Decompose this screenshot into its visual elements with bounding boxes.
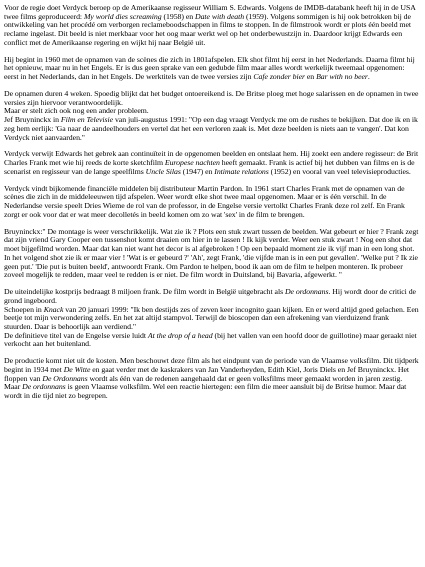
text-line: Jef Bruyninckx in Film en Televisie van juli-augustus 1991: "Op een dag vraagt Verdyck me om de rushes te bekijken. Dat doe ik en ik zeg hem eerlijk: 'Ga naar de aandeelhouders en vertel dat het een verloren zaak is. Met deze beelden is niets aan te vangen'. Dat kon Verdyck niet aanvaarden." [4,115,418,142]
text-line: De opnamen duren 4 weken. Spoedig blijkt dat het budget ontoereikend is. De Britse ploeg met hoge salarissen en de opnamen in twee versies zijn hiervoor verantwoordelijk. [4,89,419,107]
paragraph-conclusion [4,357,419,401]
text-line: Verdyck verwijt Edwards het gebrek aan continuïteit in de opgenomen beelden en ontslaat hem. Hij zoekt een andere regisseur: de Brit Charles Frank met wie hij reeds de korte sketchfilm Europese nachten heeft gemaakt. Frank is actief bij het dubben van films en is de scenarist en regisseur van de lange speelfilms Uncle Silas (1947) en Intimate relations (1952) en vooral van veel televisieproducties. [4,149,419,176]
text-line: Hij begint in 1960 met de opnamen van de scènes die zich in 1801afspelen. Elk shot filmt hij eerst in het Nederlands. Daarna filmt hij het opnieuw, maar nu in het Engels. Er is dus geen sprake van een gedubde film maar alles wordt werkelijk tweemaal opgenomen: eerst in het Nederlands, dan in het Engels. De werktitels van de twee versies zijn Cafe zonder bier en Bar with no beer. [4,54,415,82]
paragraph-filming-1960 [4,56,419,82]
paragraph-budget-problems [4,90,419,142]
paragraph-pardon-financing [4,185,419,220]
text-line: De definitieve titel van de Engelse versie luidt At the drop of a head (bij het vallen van een hoofd door de guillotine) maar geraakt niet verkocht aan het buitenland. [4,330,417,349]
paragraph-charles-frank [4,150,419,176]
text-line: De productie komt niet uit de kosten. Men beschouwt deze film als het eindpunt van de periode van de Vlaamse volksfilm. Dit tijdperk begint in 1934 met De Witte en gaat verder met de kaskrakers van Jan Vanderheyden, Edith Kiel, Joris Diels en Jef Bruyninckx. Het floppen van De Ordonnans wordt als één van de redenen aangehaald dat er geen volksfilms meer gemaakt worden in jaren zestig. Maar De ordonnans is geen Vlaamse volksfilm. Wel een reactie hiertegen: een film die meer aansluit bij de Britse humor. Maar dat wordt in die tijd niet zo begrepen. [4,356,419,401]
text-line: Schoepen in Knack van 20 januari 1999: "Ik ben destijds zes of zeven keer incognito gaan kijken. En er werd altijd goed gelachen. Een beetje tot mijn verwondering zelfs. En het zat altijd stampvol. Terwijl de bioscopen dan een afrekening van vierduizend frank stuurden. Daar is behoorlijk aan verdiend." [4,304,419,331]
paragraph-bruyninckx-montage [4,228,419,280]
text-line: De uiteindelijke kostprijs bedraagt 8 miljoen frank. De film wordt in België uitgebracht als De ordonnans. Hij wordt door de critici de grond ingeboord. [4,287,416,305]
text-line: Maar er stelt zich ook nog een ander probleem. [4,106,149,116]
text-line: Voor de regie doet Verdyck beroep op de Amerikaanse regisseur William S. Edwards. Volgens de IMDB-databank heeft hij in de USA twee films geproduceerd: My world dies screaming (1958) en Date with death (1959). Volgens sommigen is hij ook betrokken bij de ontwikkeling van het procédé om verborgen reclameboodschappen in films te stoppen. In de filmstrook wordt er plots één beeld met reclame ingelast. Dit beeld is niet merkbaar voor het oog maar werkt wel op het onderbewustzijn in. Daardoor krijgt Edwards een conflict met de Amerikaanse regering en wijkt hij naar België uit. [4,3,416,47]
paragraph-director-edwards [4,4,419,48]
text-line: Bruyninckx:" De montage is weer verschrikkelijk. Wat zie ik ? Plots een stuk zwart tussen de beelden. Wat gebeurt er hier ? Frank zegt dat zijn vriend Gary Cooper een tussenshot komt draaien om hier in te lassen ! Ik kijk verder. Weer een stuk zwart ! Nog een shot dat moet bijgefilmd worden. Maar dat kan niet want het decor is al afgebroken ! Op een bepaald moment zie ik vijf man in een long shot. In het volgend shot zie ik er maar vier ! 'Wat is er gebeurd ?' 'Ah', zegt Frank, 'die vijfde man is in een put gevallen'. 'Welke put ? Ik zie geen put.' 'Die put is buiten beeld', antwoordt Frank. Om Pardon te helpen, bood ik aan om de film te helpen monteren. Ik probeer zoveel mogelijk te redden, maar veel te redden is er niet. De film wordt in Duitsland, bij Bavaria, afgewerkt. " [4,226,419,280]
text-line: Verdyck vindt bijkomende financiële middelen bij distributeur Martin Pardon. In 1961 start Charles Frank met de opnamen van de scènes die zich in de middeleeuwen tijd afspelen. Weer wordt elke shot twee maal opgenomen. Maar er is één verschil. In de Nederlandse versie speelt Dries Wieme de rol van de professor, in de Engelse versie vertolkt Charles Frank deze rol zelf. En Frank zorgt er ook voor dat er wat meer decolletés in beeld komen om zo wat 'sex' in de film te brengen. [4,183,405,219]
paragraph-release-costs [4,288,419,349]
